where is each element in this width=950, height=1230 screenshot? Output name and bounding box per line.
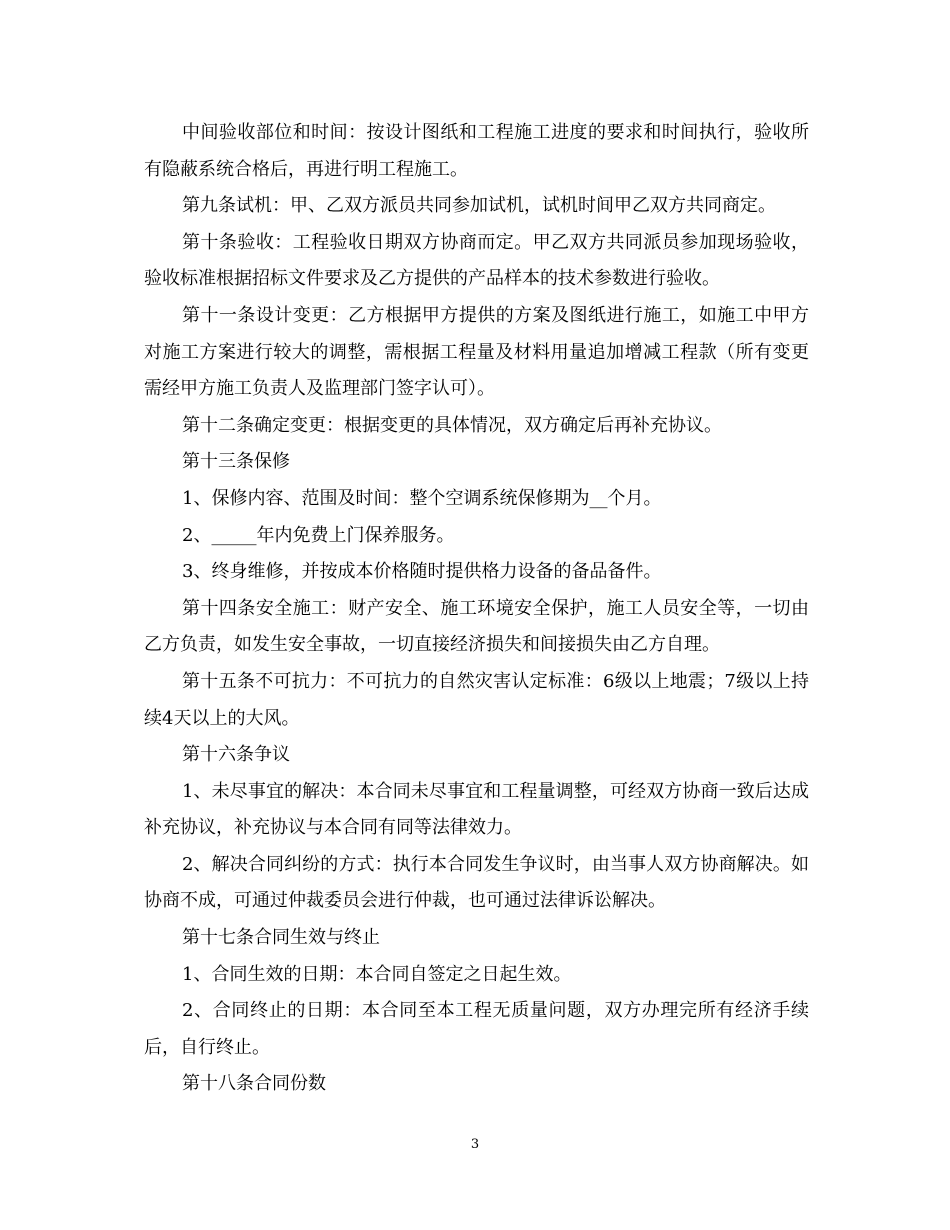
paragraph-article-10-acceptance: 第十条验收：工程验收日期双方协商而定。甲乙双方共同派员参加现场验收，验收标准根据招标文件要求及乙方提供的产品样本的技术参数进行验收。 <box>144 231 809 290</box>
paragraph-article-15-force-majeure: 第十五条不可抗力：不可抗力的自然灾害认定标准：6级以上地震；7级以上持续4天以上的大风。 <box>144 670 809 729</box>
paragraph-warranty-item-1: 1、保修内容、范围及时间：整个空调系统保修期为__个月。 <box>182 487 662 509</box>
paragraph-article-17-effect-termination: 第十七条合同生效与终止 <box>182 927 380 949</box>
paragraph-dispute-item-2: 2、解决合同纠纷的方式：执行本合同发生争议时，由当事人双方协商解决。如协商不成，可通过仲裁委员会进行仲裁，也可通过法律诉讼解决。 <box>144 853 809 912</box>
paragraph-article-11-design-change: 第十一条设计变更：乙方根据甲方提供的方案及图纸进行施工，如施工中甲方对施工方案进行较大的调整，需根据工程量及材料用量追加增减工程款（所有变更需经甲方施工负责人及监理部门签字认可）。 <box>144 304 809 400</box>
paragraph-article-12-confirm-change: 第十二条确定变更：根据变更的具体情况，双方确定后再补充协议。 <box>182 414 722 436</box>
paragraph-effect-item-2: 2、合同终止的日期：本合同至本工程无质量问题，双方办理完所有经济手续后，自行终止。 <box>144 1000 809 1058</box>
paragraph-warranty-item-2: 2、_____年内免费上门保养服务。 <box>182 524 455 546</box>
paragraph-dispute-item-1: 1、未尽事宜的解决：本合同未尽事宜和工程量调整，可经双方协商一致后达成补充协议，补充协议与本合同有同等法律效力。 <box>144 780 809 839</box>
paragraph-article-18-copies: 第十八条合同份数 <box>182 1073 326 1095</box>
paragraph-warranty-item-3: 3、终身维修，并按成本价格随时提供格力设备的备品备件。 <box>182 561 662 583</box>
paragraph-effect-item-1: 1、合同生效的日期：本合同自签定之日起生效。 <box>182 963 572 985</box>
paragraph-article-13-warranty: 第十三条保修 <box>182 451 290 473</box>
page-number: 3 <box>470 1137 480 1152</box>
paragraph-article-9-trial-run: 第九条试机：甲、乙双方派员共同参加试机，试机时间甲乙双方共同商定。 <box>182 195 776 217</box>
body-text <box>144 115 809 1103</box>
paragraph-interim-acceptance: 中间验收部位和时间：按设计图纸和工程施工进度的要求和时间执行，验收所有隐蔽系统合格后，再进行明工程施工。 <box>144 122 809 180</box>
paragraph-article-16-dispute: 第十六条争议 <box>182 744 290 766</box>
paragraph-article-14-safety: 第十四条安全施工：财产安全、施工环境安全保护，施工人员安全等，一切由乙方负责，如发生安全事故，一切直接经济损失和间接损失由乙方自理。 <box>144 597 809 656</box>
